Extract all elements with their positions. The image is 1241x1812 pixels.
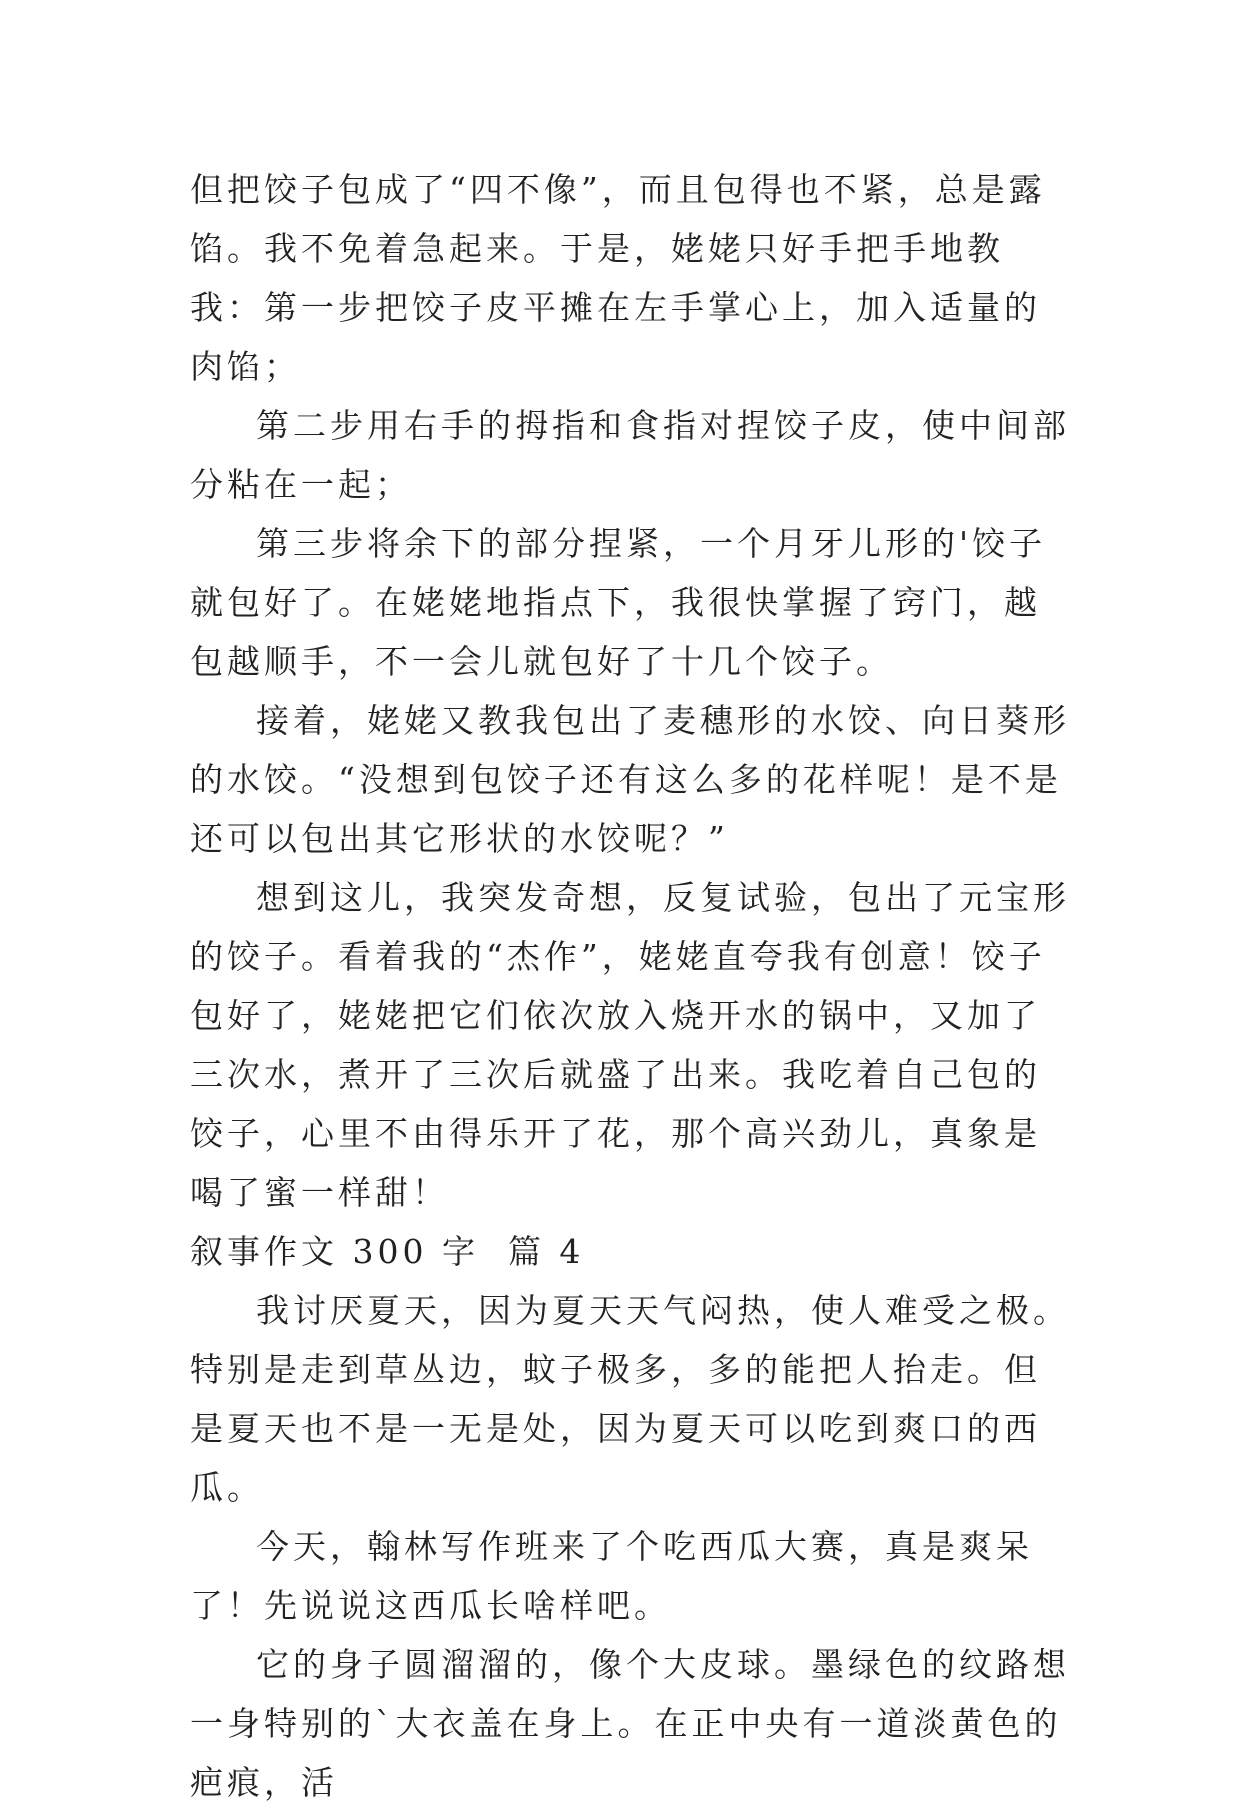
paragraph: 我讨厌夏天，因为夏天天气闷热，使人难受之极。特别是走到草丛边，蚊子极多，多的能把人抬走。但是夏天也不是一无是处，因为夏天可以吃到爽口的西瓜。 <box>190 1291 1070 1507</box>
paragraph: 第二步用右手的拇指和食指对捏饺子皮，使中间部分粘在一起； <box>190 406 1070 504</box>
paragraph: 第三步将余下的部分捏紧，一个月牙儿形的'饺子就包好了。在姥姥地指点下，我很快掌握了窍门，越包越顺手，不一会儿就包好了十几个饺子。 <box>190 524 1047 681</box>
paragraph: 今天，翰林写作班来了个吃西瓜大赛，真是爽呆了！先说说这西瓜长啥样吧。 <box>190 1527 1033 1625</box>
paragraph: 接着，姥姥又教我包出了麦穗形的水饺、向日葵形的水饺。“没想到包饺子还有这么多的花样呢！是不是还可以包出其它形状的水饺呢？” <box>190 701 1070 858</box>
document-body <box>190 160 1070 1812</box>
paragraph: 它的身子圆溜溜的，像个大皮球。墨绿色的纹路想一身特别的`大衣盖在身上。在正中央有一道淡黄色的疤痕，活 <box>190 1645 1070 1802</box>
paragraph: 想到这儿，我突发奇想，反复试验，包出了元宝形的饺子。看着我的“杰作”，姥姥直夸我有创意！饺子包好了，姥姥把它们依次放入烧开水的锅中，又加了三次水，煮开了三次后就盛了出来。我吃着自己包的饺子，心里不由得乐开了花，那个高兴劲儿，真象是喝了蜜一样甜！ <box>190 878 1070 1212</box>
section-heading: 叙事作文 300 字 篇 4 <box>190 1232 585 1271</box>
paragraph: 但把饺子包成了“四不像”，而且包得也不紧，总是露馅。我不免着急起来。于是，姥姥只好手把手地教我：第一步把饺子皮平摊在左手掌心上，加入适量的肉馅； <box>190 170 1046 386</box>
